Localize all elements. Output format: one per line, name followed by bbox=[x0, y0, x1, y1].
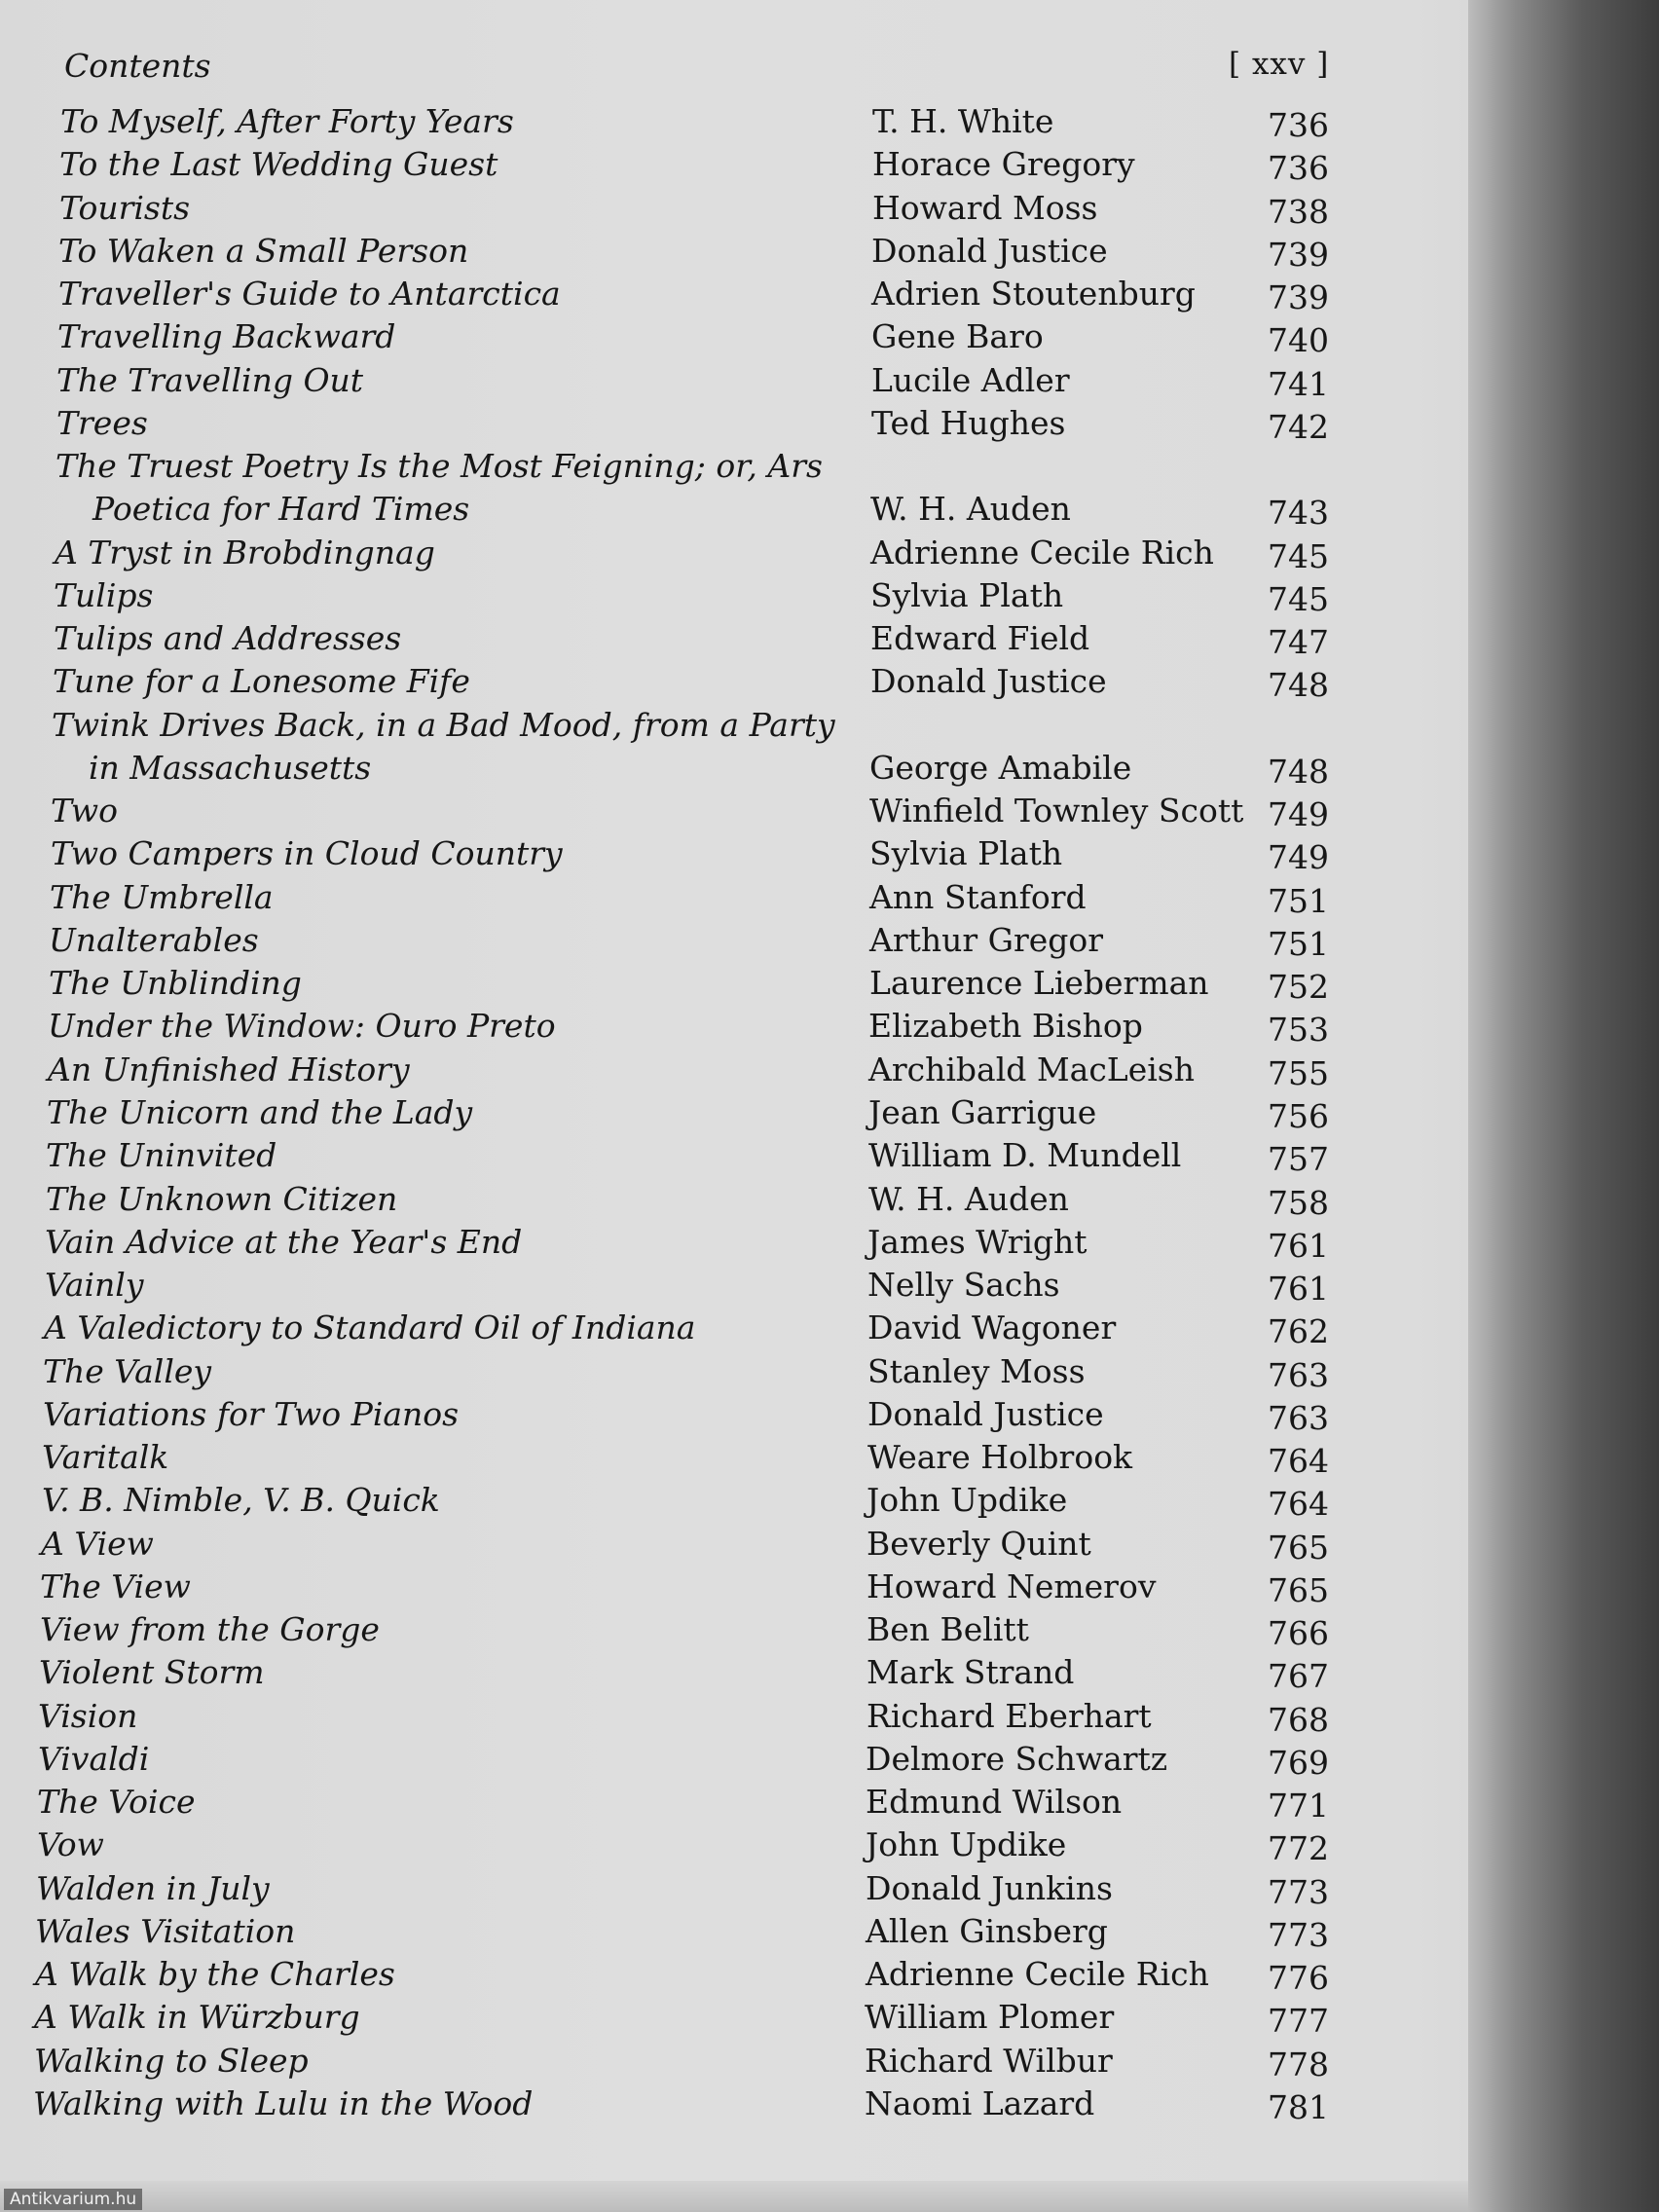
toc-entry bbox=[0, 2041, 1329, 2083]
toc-entry-title: Tune for a Lonesome Fife bbox=[53, 662, 470, 700]
toc-entry-page: 756 bbox=[1268, 1097, 1329, 1135]
toc-entry-page: 738 bbox=[1268, 193, 1329, 231]
toc-entry bbox=[0, 963, 1329, 1006]
toc-entry bbox=[0, 1308, 1329, 1350]
toc-entry bbox=[0, 403, 1329, 446]
toc-entry-author: Donald Justice bbox=[867, 1395, 1104, 1433]
toc-entry-title: Walden in July bbox=[36, 1869, 270, 1907]
toc-entry-page: 763 bbox=[1268, 1399, 1329, 1437]
toc-entry-title: Vow bbox=[37, 1825, 104, 1863]
page-gutter-shadow bbox=[1468, 0, 1659, 2212]
toc-entry-page: 755 bbox=[1268, 1054, 1329, 1092]
toc-entry-page: 753 bbox=[1268, 1011, 1329, 1049]
toc-entry bbox=[0, 920, 1329, 963]
page-bottom-edge bbox=[0, 2181, 1468, 2212]
toc-entry-page: 751 bbox=[1268, 925, 1329, 963]
toc-entry-author: Archibald MacLeish bbox=[868, 1051, 1195, 1088]
toc-entry bbox=[0, 1437, 1329, 1480]
toc-entry-title: Tulips bbox=[54, 576, 154, 614]
toc-entry-page: 745 bbox=[1268, 580, 1329, 618]
toc-entry-title: Poetica for Hard Times bbox=[92, 490, 470, 528]
toc-entry-title: The Valley bbox=[43, 1352, 212, 1390]
toc-entry-author: Weare Holbrook bbox=[867, 1438, 1133, 1476]
page-number: [ xxv ] bbox=[1229, 47, 1330, 82]
toc-entry bbox=[0, 833, 1329, 876]
toc-entry-author: Ben Belitt bbox=[866, 1610, 1029, 1648]
toc-entry-author: Donald Junkins bbox=[866, 1869, 1113, 1907]
toc-entry-author: Edmund Wilson bbox=[866, 1783, 1123, 1821]
toc-entry-title: The Unblinding bbox=[49, 964, 302, 1002]
toc-entry-author: John Updike bbox=[866, 1481, 1068, 1519]
toc-entry bbox=[0, 618, 1329, 661]
toc-entry-author: Richard Wilbur bbox=[865, 2042, 1113, 2080]
toc-entry bbox=[0, 144, 1329, 187]
toc-entry bbox=[0, 360, 1329, 403]
toc-entry-title: To the Last Wedding Guest bbox=[59, 145, 498, 183]
toc-entry-title: Variations for Two Pianos bbox=[43, 1395, 460, 1433]
toc-entry-title: Vain Advice at the Year's End bbox=[45, 1223, 523, 1261]
toc-entry bbox=[0, 1480, 1329, 1523]
toc-entry-author: Adrienne Cecile Rich bbox=[866, 1955, 1209, 1993]
toc-entry bbox=[0, 1567, 1329, 1609]
toc-entry bbox=[0, 1394, 1329, 1437]
toc-entry-author: W. H. Auden bbox=[870, 490, 1071, 528]
toc-entry-author: Donald Justice bbox=[870, 662, 1107, 700]
toc-entry-page: 758 bbox=[1268, 1184, 1329, 1222]
toc-entry-page: 765 bbox=[1268, 1529, 1329, 1567]
toc-entry-page: 769 bbox=[1268, 1744, 1329, 1782]
toc-entry-title: A Walk in Würzburg bbox=[34, 1998, 360, 2036]
toc-entry-author: John Updike bbox=[866, 1825, 1067, 1863]
toc-entry bbox=[0, 1911, 1329, 1954]
toc-entry bbox=[0, 533, 1329, 575]
toc-entry-page: 773 bbox=[1268, 1873, 1329, 1911]
toc-entry-page: 748 bbox=[1268, 753, 1329, 791]
toc-entry-title: The Truest Poetry Is the Most Feigning; or, Ars bbox=[55, 447, 823, 485]
toc-entry-author: Arthur Gregor bbox=[869, 921, 1104, 959]
toc-entry-author: Howard Nemerov bbox=[866, 1567, 1157, 1605]
toc-entry-title: To Myself, After Forty Years bbox=[60, 102, 514, 140]
running-head: Contents bbox=[64, 47, 211, 85]
toc-entry-title: Tulips and Addresses bbox=[54, 619, 402, 657]
toc-entry-title: Walking with Lulu in the Wood bbox=[33, 2084, 534, 2122]
toc-entry bbox=[0, 2083, 1329, 2126]
toc-entry-title: in Massachusetts bbox=[89, 749, 372, 787]
toc-entry-title: Violent Storm bbox=[39, 1653, 265, 1691]
toc-entry bbox=[0, 1868, 1329, 1911]
toc-entry bbox=[0, 1179, 1329, 1222]
toc-entry bbox=[0, 1222, 1329, 1265]
toc-entry-title: The Travelling Out bbox=[56, 361, 364, 399]
toc-entry bbox=[0, 661, 1329, 704]
toc-entry-page: 740 bbox=[1268, 321, 1329, 359]
toc-entry bbox=[0, 1135, 1329, 1178]
toc-entry-author: Winfield Townley Scott bbox=[869, 792, 1244, 830]
toc-entry-title: Two Campers in Cloud Country bbox=[51, 834, 563, 872]
toc-entry bbox=[0, 1609, 1329, 1652]
toc-entry bbox=[0, 1265, 1329, 1308]
toc-entry-author: George Amabile bbox=[869, 749, 1132, 787]
toc-entry-author: Richard Eberhart bbox=[866, 1697, 1152, 1735]
toc-entry-title: Vivaldi bbox=[38, 1740, 150, 1778]
toc-entry-title: A Valedictory to Standard Oil of Indiana bbox=[44, 1309, 696, 1346]
toc-entry bbox=[0, 1006, 1329, 1049]
toc-entry bbox=[0, 748, 1329, 791]
toc-entry-title: Wales Visitation bbox=[35, 1912, 296, 1950]
toc-entry-title: V. B. Nimble, V. B. Quick bbox=[42, 1481, 440, 1519]
toc-entry bbox=[0, 705, 1266, 746]
toc-entry-page: 739 bbox=[1268, 278, 1329, 316]
toc-entry-page: 736 bbox=[1268, 106, 1329, 144]
toc-entry-author: Ann Stanford bbox=[869, 878, 1087, 916]
toc-entry bbox=[0, 316, 1329, 359]
toc-entry-author: Mark Strand bbox=[866, 1653, 1075, 1691]
toc-entry-author: William D. Mundell bbox=[868, 1136, 1182, 1174]
toc-entry-title: The Unicorn and the Lady bbox=[47, 1093, 473, 1131]
toc-entry bbox=[0, 575, 1329, 618]
toc-entry-page: 757 bbox=[1268, 1140, 1329, 1178]
toc-entry bbox=[0, 1652, 1329, 1695]
toc-entry-title: The Unknown Citizen bbox=[46, 1180, 398, 1218]
toc-entry-author: Stanley Moss bbox=[867, 1352, 1086, 1390]
toc-entry-author: Adrienne Cecile Rich bbox=[870, 534, 1214, 571]
toc-entry-title: An Unfinished History bbox=[48, 1051, 410, 1088]
toc-entry-author: Adrien Stoutenburg bbox=[871, 275, 1196, 313]
watermark: Antikvarium.hu bbox=[4, 2189, 142, 2210]
toc-entry bbox=[0, 1524, 1329, 1567]
toc-entry-title: Vainly bbox=[45, 1266, 144, 1304]
toc-entry-title: A Walk by the Charles bbox=[35, 1955, 395, 1993]
toc-entry-page: 736 bbox=[1268, 149, 1329, 187]
toc-entry bbox=[0, 1825, 1329, 1867]
toc-entry-page: 771 bbox=[1268, 1787, 1329, 1825]
toc-entry-page: 765 bbox=[1268, 1571, 1329, 1609]
toc-entry-title: Walking to Sleep bbox=[34, 2042, 309, 2080]
toc-entry-title: To Waken a Small Person bbox=[58, 232, 469, 270]
toc-entry-page: 781 bbox=[1268, 2088, 1329, 2126]
toc-entry-title: The View bbox=[40, 1567, 191, 1605]
toc-entry-author: William Plomer bbox=[865, 1998, 1115, 2036]
toc-entry-page: 749 bbox=[1268, 838, 1329, 876]
toc-entry-author: Horace Gregory bbox=[872, 145, 1135, 183]
toc-entry-author: Delmore Schwartz bbox=[866, 1740, 1168, 1778]
toc-entry bbox=[0, 1739, 1329, 1782]
toc-entry-author: Laurence Lieberman bbox=[869, 964, 1209, 1002]
toc-entry-page: 772 bbox=[1268, 1829, 1329, 1867]
toc-entry-page: 751 bbox=[1268, 882, 1329, 920]
toc-entry bbox=[0, 1997, 1329, 2040]
toc-entry-page: 777 bbox=[1268, 2002, 1329, 2040]
toc-entry-page: 748 bbox=[1268, 666, 1329, 704]
toc-entry bbox=[0, 1351, 1329, 1394]
toc-entry-page: 761 bbox=[1268, 1270, 1329, 1308]
toc-entry bbox=[0, 1696, 1329, 1739]
toc-entry-page: 752 bbox=[1268, 968, 1329, 1006]
toc-entry bbox=[0, 446, 1266, 487]
toc-entry-title: Two bbox=[51, 792, 118, 830]
toc-entry-title: Traveller's Guide to Antarctica bbox=[58, 275, 561, 313]
toc-entry-page: 745 bbox=[1268, 537, 1329, 575]
toc-entry-page: 764 bbox=[1268, 1485, 1329, 1523]
toc-entry-author: W. H. Auden bbox=[868, 1180, 1069, 1218]
toc-entry bbox=[0, 274, 1329, 316]
toc-entry-author: Sylvia Plath bbox=[869, 834, 1063, 872]
toc-entry-author: Elizabeth Bishop bbox=[868, 1007, 1143, 1045]
toc-entry-title: The Umbrella bbox=[50, 878, 274, 916]
toc-entry-author: Beverly Quint bbox=[866, 1525, 1091, 1563]
toc-entry-title: Twink Drives Back, in a Bad Mood, from a Party bbox=[52, 706, 835, 744]
toc-entry-title: Varitalk bbox=[42, 1438, 169, 1476]
toc-entry-page: 739 bbox=[1268, 236, 1329, 274]
toc-entry-author: Lucile Adler bbox=[871, 361, 1070, 399]
toc-entry-page: 763 bbox=[1268, 1356, 1329, 1394]
toc-entry-title: A Tryst in Brobdingnag bbox=[55, 534, 435, 571]
toc-entry-title: Travelling Backward bbox=[57, 317, 396, 355]
toc-entry-author: Donald Justice bbox=[871, 232, 1108, 270]
toc-entry-title: Vision bbox=[38, 1697, 138, 1735]
toc-entry-page: 766 bbox=[1268, 1614, 1329, 1652]
toc-entry-author: Allen Ginsberg bbox=[866, 1912, 1108, 1950]
toc-entry-page: 762 bbox=[1268, 1312, 1329, 1350]
toc-entry-title: The Voice bbox=[37, 1783, 196, 1821]
toc-entry-title: Trees bbox=[56, 404, 148, 442]
toc-entry bbox=[0, 188, 1329, 231]
toc-entry bbox=[0, 231, 1329, 274]
toc-entry-page: 764 bbox=[1268, 1442, 1329, 1480]
toc-entry-author: Naomi Lazard bbox=[865, 2084, 1095, 2122]
toc-entry-page: 767 bbox=[1268, 1657, 1329, 1695]
toc-entry bbox=[0, 1782, 1329, 1825]
toc-entry-page: 747 bbox=[1268, 623, 1329, 661]
toc-entry-page: 761 bbox=[1268, 1227, 1329, 1265]
toc-entry-title: Unalterables bbox=[49, 921, 259, 959]
toc-entry-title: View from the Gorge bbox=[40, 1610, 380, 1648]
toc-entry-author: James Wright bbox=[867, 1223, 1088, 1261]
toc-entry-page: 749 bbox=[1268, 795, 1329, 833]
toc-entry-author: Howard Moss bbox=[872, 189, 1098, 227]
toc-entry-author: Edward Field bbox=[870, 619, 1090, 657]
toc-entry bbox=[0, 1092, 1329, 1135]
toc-entry-page: 743 bbox=[1268, 494, 1329, 532]
toc-entry-author: T. H. White bbox=[872, 102, 1054, 140]
toc-entry-title: Tourists bbox=[59, 189, 191, 227]
toc-entry-author: Nelly Sachs bbox=[867, 1266, 1060, 1304]
toc-entry-author: Jean Garrigue bbox=[868, 1093, 1097, 1131]
toc-entry-author: Gene Baro bbox=[871, 317, 1044, 355]
toc-entry-author: David Wagoner bbox=[867, 1309, 1117, 1346]
toc-entry-page: 742 bbox=[1268, 408, 1329, 446]
toc-entry bbox=[0, 1050, 1329, 1092]
toc-entry bbox=[0, 791, 1329, 833]
toc-entry bbox=[0, 877, 1329, 920]
toc-entry-page: 773 bbox=[1268, 1916, 1329, 1954]
toc-entry-author: Ted Hughes bbox=[871, 404, 1066, 442]
toc-entry-page: 776 bbox=[1268, 1959, 1329, 1997]
toc-entry-title: The Uninvited bbox=[46, 1136, 277, 1174]
toc-entry bbox=[0, 1954, 1329, 1997]
toc-entry bbox=[0, 101, 1329, 144]
toc-entry-title: Under the Window: Ouro Preto bbox=[48, 1007, 556, 1045]
toc-entry-page: 768 bbox=[1268, 1701, 1329, 1739]
toc-entry bbox=[0, 489, 1329, 532]
toc-entry-page: 778 bbox=[1268, 2046, 1329, 2083]
toc-entry-page: 741 bbox=[1268, 365, 1329, 403]
toc-entry-author: Sylvia Plath bbox=[870, 576, 1064, 614]
toc-entry-title: A View bbox=[41, 1525, 154, 1563]
